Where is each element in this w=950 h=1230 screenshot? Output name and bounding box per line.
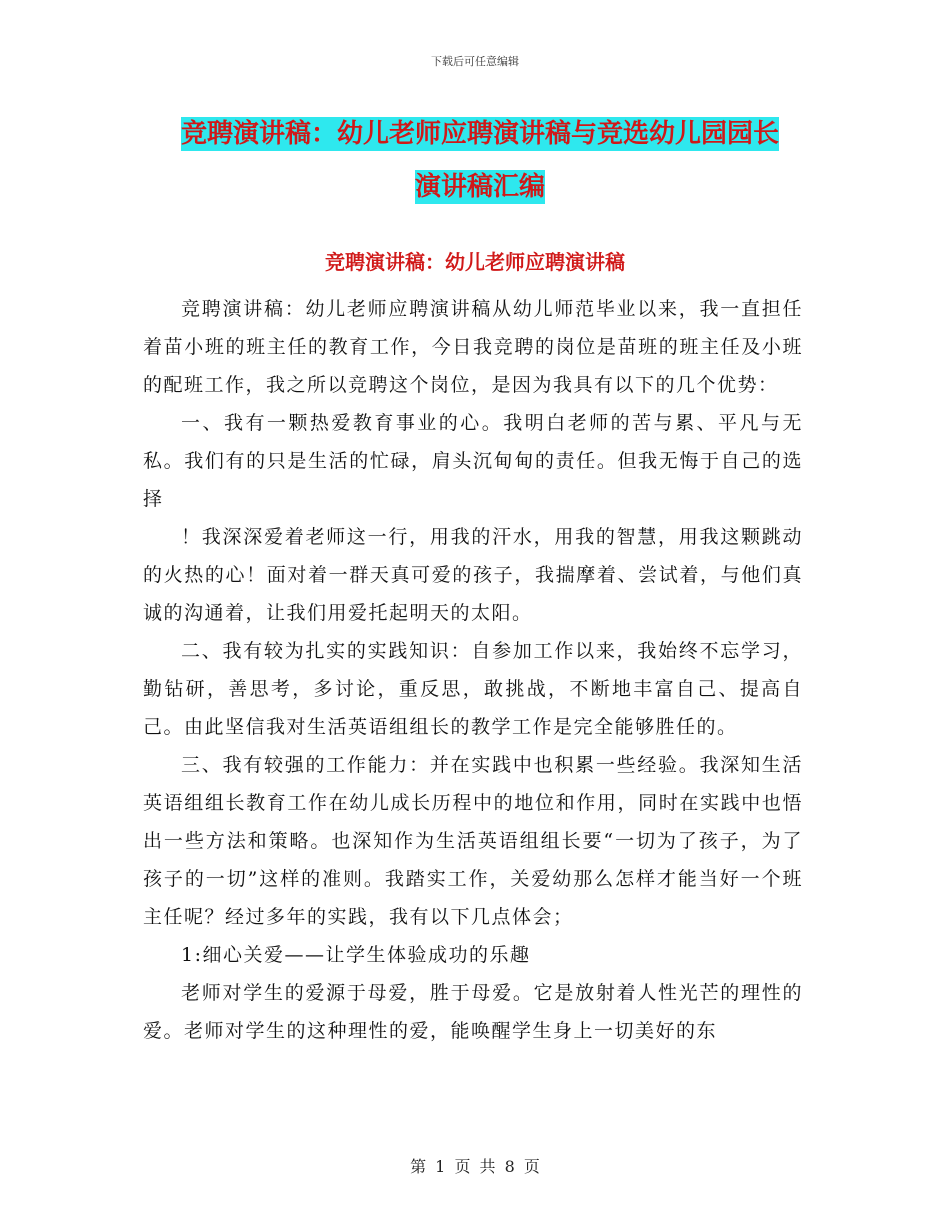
paragraph: 二、我有较为扎实的实践知识：自参加工作以来，我始终不忘学习，勤钻研，善思考，多讨论，重反思，敢挑战，不断地丰富自己、提高自己。由此坚信我对生活英语组组长的教学工作是完全能够胜任的。	[143, 640, 803, 738]
page-header-note: 下载后可任意编辑	[431, 55, 519, 68]
document-title-line2: 演讲稿汇编	[414, 172, 545, 202]
paragraph: ！我深深爱着老师这一行，用我的汗水，用我的智慧，用我这颗跳动的火热的心！面对着一群天真可爱的孩子，我揣摩着、尝试着，与他们真诚的沟通着，让我们用爱托起明天的太阳。	[143, 526, 803, 624]
paragraph: 竞聘演讲稿：幼儿老师应聘演讲稿从幼儿师范毕业以来，我一直担任着苗小班的班主任的教育工作，今日我竞聘的岗位是苗班的班主任及小班的配班工作，我之所以竞聘这个岗位，是因为我具有以下的几个优势：	[143, 298, 803, 396]
document-title-line1: 竞聘演讲稿：幼儿老师应聘演讲稿与竞选幼儿园园长	[180, 119, 779, 149]
page-number-footer: 第 1 页 共 8 页	[410, 1157, 540, 1176]
paragraph: 老师对学生的爱源于母爱，胜于母爱。它是放射着人性光芒的理性的爱。老师对学生的这种理性的爱，能唤醒学生身上一切美好的东	[143, 982, 803, 1042]
body-text	[143, 290, 803, 1050]
paragraph: 一、我有一颗热爱教育事业的心。我明白老师的苦与累、平凡与无私。我们有的只是生活的忙碌，肩头沉甸甸的责任。但我无悔于自己的选择	[143, 412, 803, 510]
paragraph: 1:细心关爱——让学生体验成功的乐趣	[181, 944, 531, 966]
section-title: 竞聘演讲稿：幼儿老师应聘演讲稿	[325, 250, 625, 274]
document-title	[150, 108, 810, 214]
paragraph: 三、我有较强的工作能力：并在实践中也积累一些经验。我深知生活英语组组长教育工作在幼儿成长历程中的地位和作用，同时在实践中也悟出一些方法和策略。也深知作为生活英语组组长要“一切为了孩子，为了孩子的一切”这样的准则。我踏实工作，关爱幼那么怎样才能当好一个班主任呢？经过多年的实践，我有以下几点体会；	[143, 754, 803, 928]
